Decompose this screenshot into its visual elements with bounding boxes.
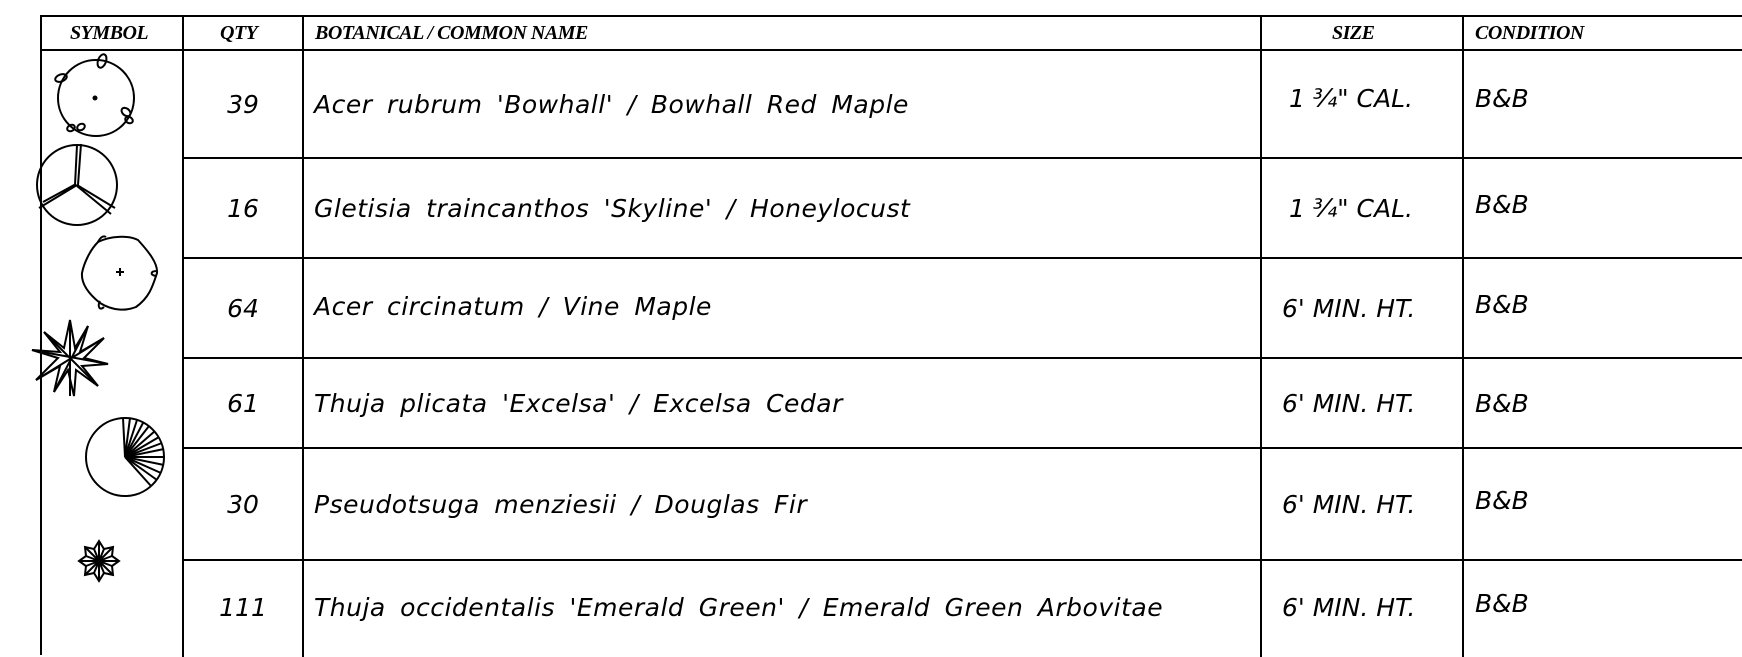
header-size: SIZE bbox=[1332, 22, 1375, 44]
size-cell: 6' MIN. HT. bbox=[1282, 293, 1416, 323]
condition-cell: B&B bbox=[1475, 388, 1529, 418]
qty-cell: 16 bbox=[227, 193, 259, 223]
plant-schedule-table bbox=[40, 15, 1742, 655]
condition-cell: B&B bbox=[1475, 588, 1529, 618]
conifer-starburst-icon bbox=[30, 318, 120, 403]
size-cell: 6' MIN. HT. bbox=[1282, 388, 1416, 418]
conifer-fan-icon bbox=[85, 415, 170, 500]
header-name: BOTANICAL / COMMON NAME bbox=[315, 22, 588, 44]
column-divider bbox=[1260, 17, 1262, 657]
condition-cell: B&B bbox=[1475, 189, 1529, 219]
column-divider bbox=[1462, 17, 1464, 657]
deciduous-tree-vine-maple-icon bbox=[78, 235, 168, 315]
header-qty: QTY bbox=[220, 22, 258, 44]
arborvitae-icon bbox=[76, 538, 122, 584]
size-cell: 1 ¾" CAL. bbox=[1289, 193, 1413, 223]
header-symbol: SYMBOL bbox=[70, 22, 149, 44]
condition-cell: B&B bbox=[1475, 485, 1529, 515]
size-cell: 6' MIN. HT. bbox=[1282, 489, 1416, 519]
condition-cell: B&B bbox=[1475, 289, 1529, 319]
deciduous-tree-bowhall-icon bbox=[55, 55, 145, 150]
qty-cell: 39 bbox=[227, 89, 259, 119]
botanical-name-cell: Acer circinatum / Vine Maple bbox=[314, 291, 712, 321]
column-divider bbox=[302, 17, 304, 657]
botanical-name-cell: Thuja plicata 'Excelsa' / Excelsa Cedar bbox=[314, 388, 843, 418]
condition-cell: B&B bbox=[1475, 83, 1529, 113]
botanical-name-cell: Pseudotsuga menziesii / Douglas Fir bbox=[314, 489, 808, 519]
size-cell: 1 ¾" CAL. bbox=[1289, 83, 1413, 113]
deciduous-tree-honeylocust-icon bbox=[35, 140, 135, 235]
qty-cell: 111 bbox=[219, 592, 267, 622]
botanical-name-cell: Acer rubrum 'Bowhall' / Bowhall Red Maple bbox=[314, 89, 909, 119]
qty-cell: 61 bbox=[227, 388, 259, 418]
botanical-name-cell: Gletisia traincanthos 'Skyline' / Honeylocust bbox=[314, 193, 911, 223]
botanical-name-cell: Thuja occidentalis 'Emerald Green' / Emerald Green Arbovitae bbox=[314, 592, 1164, 622]
header-condition: CONDITION bbox=[1475, 22, 1584, 44]
qty-cell: 30 bbox=[227, 489, 259, 519]
qty-cell: 64 bbox=[227, 293, 259, 323]
size-cell: 6' MIN. HT. bbox=[1282, 592, 1416, 622]
